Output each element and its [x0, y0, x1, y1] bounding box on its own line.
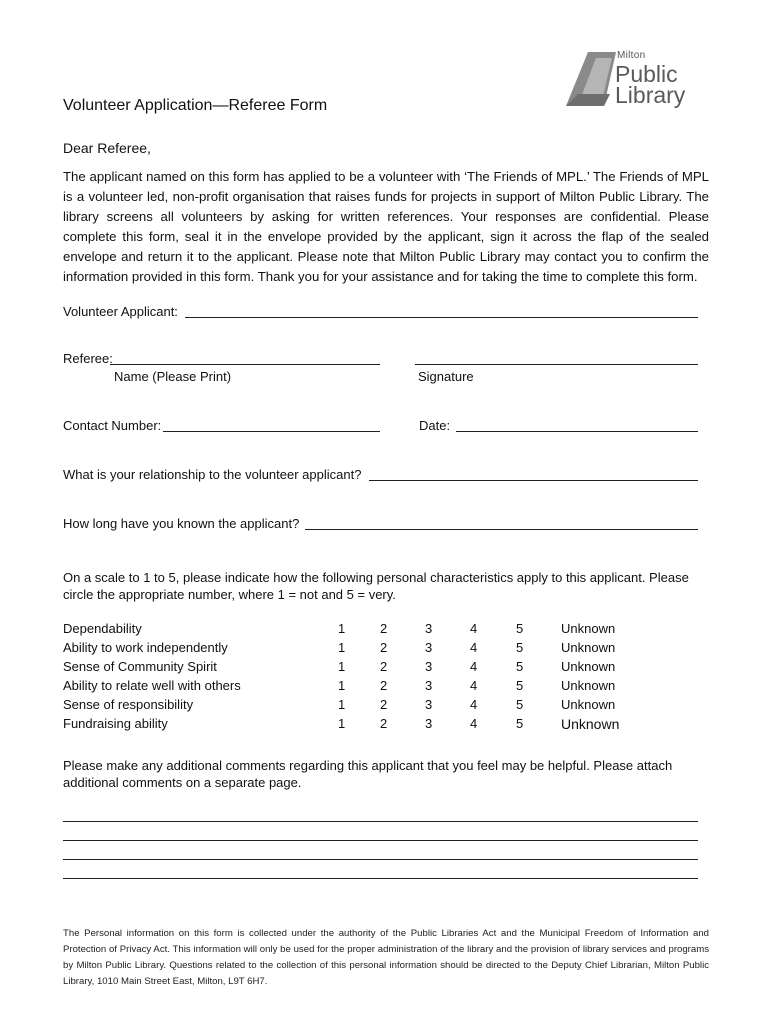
rating-option-2[interactable]: 2	[380, 697, 388, 712]
rating-option-unknown[interactable]: Unknown	[561, 621, 616, 636]
rating-option-2[interactable]: 2	[380, 640, 388, 655]
contact-number-field[interactable]	[163, 431, 380, 432]
rating-option-3[interactable]: 3	[425, 716, 433, 731]
logo-text-public: Public	[615, 61, 678, 87]
signature-caption: Signature	[418, 369, 474, 384]
rating-option-4[interactable]: 4	[470, 697, 478, 712]
rating-option-5[interactable]: 5	[516, 659, 524, 674]
rating-option-2[interactable]: 2	[380, 678, 388, 693]
privacy-notice: The Personal information on this form is collected under the authority of the Public Libraries Act and the Municipal Freedom of Information and Protection of Privacy Act. This information will only be used for the proper administration of the library and the provision of library services and programs by Milton Public Library. Questions related to the collection of this personal information should be directed to the Deputy Chief Librarian, Milton Public Library, 1010 Main Street East, Milton, L9T 6H7.	[63, 928, 709, 987]
logo-text-library: Library	[615, 82, 686, 108]
rating-option-2[interactable]: 2	[380, 716, 388, 731]
rating-option-3[interactable]: 3	[425, 659, 433, 674]
rating-option-5[interactable]: 5	[516, 697, 524, 712]
rating-option-3[interactable]: 3	[425, 621, 433, 636]
date-label: Date:	[419, 418, 451, 433]
scale-instructions: On a scale to 1 to 5, please indicate how the following personal characteristics apply to this applicant. Please circle the appropriate number, where 1 = not and 5 = very.	[63, 570, 689, 602]
comment-line[interactable]	[63, 859, 698, 860]
rating-option-unknown[interactable]: Unknown	[561, 716, 620, 732]
relationship-label: What is your relationship to the volunteer applicant?	[63, 467, 362, 482]
rating-option-1[interactable]: 1	[338, 716, 346, 731]
rating-option-3[interactable]: 3	[425, 640, 433, 655]
rating-option-3[interactable]: 3	[425, 678, 433, 693]
rating-option-4[interactable]: 4	[470, 678, 478, 693]
contact-number-label: Contact Number:	[63, 418, 162, 433]
name-caption: Name (Please Print)	[114, 369, 232, 384]
comment-line[interactable]	[63, 878, 698, 879]
comment-line[interactable]	[63, 821, 698, 822]
rating-item-label: Dependability	[63, 621, 142, 636]
rating-item-label: Ability to relate well with others	[63, 678, 241, 693]
how-long-field[interactable]	[305, 529, 698, 530]
rating-option-4[interactable]: 4	[470, 640, 478, 655]
comment-line[interactable]	[63, 840, 698, 841]
rating-option-unknown[interactable]: Unknown	[561, 640, 616, 655]
rating-option-5[interactable]: 5	[516, 678, 524, 693]
comments-prompt: Please make any additional comments regarding this applicant that you feel may be helpful. Please attach additional comments on a separate page.	[63, 758, 673, 790]
rating-option-1[interactable]: 1	[338, 621, 346, 636]
logo-text-milton: Milton	[617, 50, 646, 61]
greeting: Dear Referee,	[63, 140, 151, 156]
rating-option-1[interactable]: 1	[338, 678, 346, 693]
referee-signature-field[interactable]	[415, 364, 698, 365]
rating-option-unknown[interactable]: Unknown	[561, 659, 616, 674]
rating-option-3[interactable]: 3	[425, 697, 433, 712]
rating-option-5[interactable]: 5	[516, 640, 524, 655]
rating-option-2[interactable]: 2	[380, 621, 388, 636]
rating-item-label: Sense of Community Spirit	[63, 659, 217, 674]
rating-option-1[interactable]: 1	[338, 697, 346, 712]
rating-option-1[interactable]: 1	[338, 659, 346, 674]
date-field[interactable]	[456, 431, 698, 432]
rating-option-4[interactable]: 4	[470, 659, 478, 674]
referee-label: Referee:	[63, 351, 113, 366]
rating-item-label: Fundraising ability	[63, 716, 168, 731]
how-long-label: How long have you known the applicant?	[63, 516, 300, 531]
rating-option-unknown[interactable]: Unknown	[561, 678, 616, 693]
rating-option-5[interactable]: 5	[516, 621, 524, 636]
rating-option-5[interactable]: 5	[516, 716, 524, 731]
rating-item-label: Sense of responsibility	[63, 697, 194, 712]
volunteer-applicant-field[interactable]	[185, 317, 698, 318]
intro-paragraph: The applicant named on this form has applied to be a volunteer with ‘The Friends of MPL.’ The Friends of MPL is a volunteer led, non-profit organisation that raises funds for projects in support of Milton Public Library. The library screens all volunteers by asking for written references. Your responses are confidential. Please complete this form, seal it in the envelope provided by the applicant, sign it across the flap of the sealed envelope and return it to the applicant. Please note that Milton Public Library may contact you to confirm the information provided in this form. Thank you for your assistance and for taking the time to complete this form.	[63, 169, 709, 284]
rating-item-label: Ability to work independently	[63, 640, 228, 655]
rating-option-1[interactable]: 1	[338, 640, 346, 655]
rating-option-2[interactable]: 2	[380, 659, 388, 674]
relationship-field[interactable]	[369, 480, 698, 481]
referee-name-field[interactable]	[110, 364, 380, 365]
page-title: Volunteer Application—Referee Form	[63, 97, 328, 114]
volunteer-applicant-label: Volunteer Applicant:	[63, 304, 178, 319]
rating-option-4[interactable]: 4	[470, 621, 478, 636]
rating-option-4[interactable]: 4	[470, 716, 478, 731]
rating-option-unknown[interactable]: Unknown	[561, 697, 616, 712]
